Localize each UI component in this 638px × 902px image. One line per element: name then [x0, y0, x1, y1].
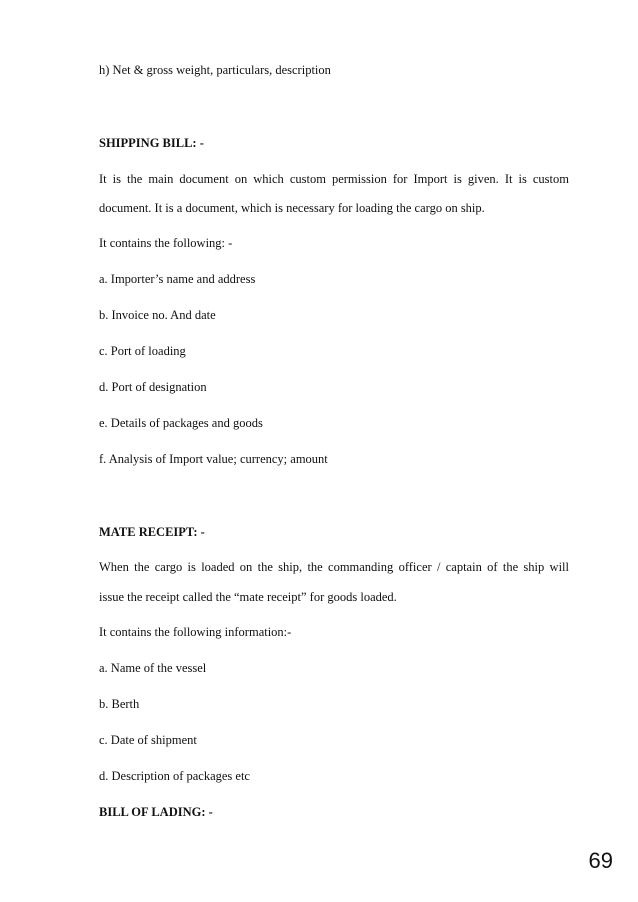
shipping-bill-item-d: d. Port of designation	[99, 380, 207, 394]
shipping-bill-item-c: c. Port of loading	[99, 344, 186, 358]
mate-receipt-contains-label: It contains the following information:-	[99, 625, 292, 639]
shipping-bill-paragraph-line-2: document. It is a document, which is necessary for loading the cargo on ship.	[99, 201, 485, 215]
mate-receipt-item-d: d. Description of packages etc	[99, 769, 250, 783]
shipping-bill-item-b: b. Invoice no. And date	[99, 308, 216, 322]
mate-receipt-item-a: a. Name of the vessel	[99, 661, 207, 675]
shipping-bill-paragraph-line-1: It is the main document on which custom permission for Import is given. It is custom	[99, 172, 569, 186]
shipping-bill-item-a: a. Importer’s name and address	[99, 272, 256, 286]
shipping-bill-contains-label: It contains the following: -	[99, 236, 233, 250]
mate-receipt-item-c: c. Date of shipment	[99, 733, 197, 747]
shipping-bill-item-e: e. Details of packages and goods	[99, 416, 263, 430]
list-item-h: h) Net & gross weight, particulars, description	[99, 63, 331, 77]
shipping-bill-heading: SHIPPING BILL: -	[99, 136, 204, 150]
mate-receipt-heading: MATE RECEIPT: -	[99, 525, 205, 539]
shipping-bill-item-f: f. Analysis of Import value; currency; amount	[99, 452, 328, 466]
mate-receipt-item-b: b. Berth	[99, 697, 140, 711]
page-number: 69	[588, 848, 613, 873]
mate-receipt-paragraph-line-2: issue the receipt called the “mate receipt” for goods loaded.	[99, 590, 397, 604]
mate-receipt-paragraph-line-1: When the cargo is loaded on the ship, the commanding officer / captain of the ship will	[99, 560, 569, 574]
bill-of-lading-heading: BILL OF LADING: -	[99, 805, 213, 819]
